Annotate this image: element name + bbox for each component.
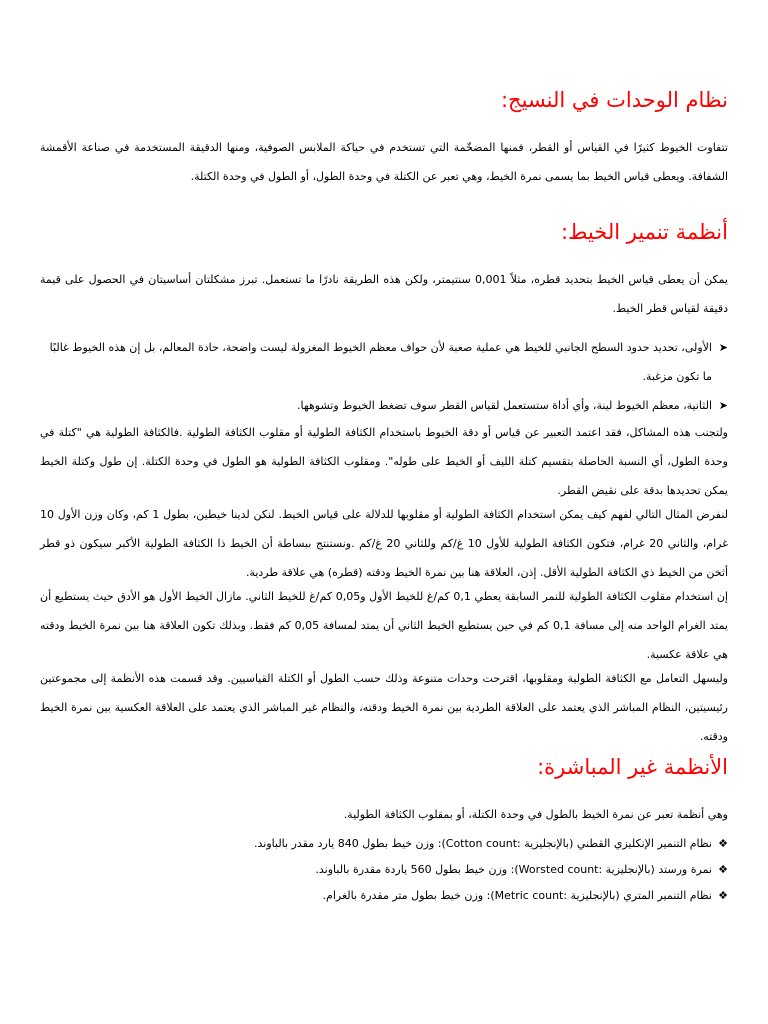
list-item-text: نمرة ورستد (بالإنجليزية :Worsted count): وزن خيط بطول 560 ياردة مقدرة بالباوند. [315,863,712,876]
list-item [40,883,728,909]
diamond-bullet-icon: ❖ [718,863,728,876]
diamond-bullet-icon: ❖ [718,837,728,850]
list-item [40,333,728,391]
list-item [40,391,728,420]
paragraph-linear-density: ولتجنب هذه المشاكل، فقد اعتمد التعبير عن قياس أو دقة الخيوط باستخدام الكثافة الطولية أو مقلوب الكثافة الطولية .فالكثافة الطولية هي "كتلة في وحدة الطول، أي النسبة الحاصلة بتقسيم كتلة الليف أو الخيط على طوله". ومقلوب الكثافة الطولية هو الطول في وحدة الكتلة. إن طول وكتلة الخيط يمكن تحديدها بدقة على نقيض القطر. [40,426,728,497]
list-item-text: نظام التنمير المتري (بالإنجليزية :Metric count): وزن خيط بطول متر مقدرة بالغرام. [322,889,712,902]
arrow-bullet-icon: ➤ [718,341,728,354]
heading-units-system: نظام الوحدات في النسيج: [500,88,728,112]
heading-indirect-systems: الأنظمة غير المباشرة: [537,755,728,779]
paragraph-systems: وليسهل التعامل مع الكثافة الطولية ومقلوبها، اقترحت وحدات متنوعة وذلك حسب الطول أو الكتلة القياسيين. وقد قسمت هذه الأنظمة إلى مجموعتين رئيسيتين، النظام المباشر الذي يعتمد على العلاقة الطردية بين نمرة الخيط ودقته، والنظام غير المباشر الذي يعتمد على العلاقة العكسية بين نمرة الخيط ودقته. [40,672,728,743]
paragraph-indirect-intro: وهي أنظمة تعبر عن نمرة الخيط بالطول في وحدة الكتلة، أو بمقلوب الكثافة الطولية. [343,808,728,821]
arrow-bullet-icon: ➤ [718,399,728,412]
paragraph-inverse: إن استخدام مقلوب الكثافة الطولية للنمر السابقة يعطي 0,1 كم/غ للخيط الأول و0,05 كم/غ للخيط الثاني. مازال الخيط الأول هو الأدق حيث يستطيع أن يمتد الغرام الواحد منه إلى مسافة 0,1 كم في حين يستطيع الخيط الثاني أن يمتد لمسافة 0,05 كم فقط. وبذلك تكون العلاقة هنا بين نمرة الخيط ودقته هي علاقة عكسية. [40,590,728,661]
diamond-bullet-icon: ❖ [718,889,728,902]
list-item [40,831,728,857]
list-item-text: الثانية، معظم الخيوط لينة، وأي أداة ستستعمل لقياس القطر سوف تضغط الخيوط وتشوهها. [297,399,712,412]
list-item-text: نظام التنمير الإنكليزي القطني (بالإنجليزية :Cotton count): وزن خيط بطول 840 يارد مقدر بالباوند. [254,837,712,850]
paragraph-example: لنفرض المثال التالي لفهم كيف يمكن استخدام الكثافة الطولية أو مقلوبها للدلالة على قياس الخيط. لنكن لدينا خيطين، بطول 1 كم، وكان وزن الأول 10 غرام، والثاني 20 غرام، فتكون الكثافة الطولية للأول 10 غ/كم وللثاني 20 غ/كم .ونستنتج ببساطة أن الخيط ذا الكثافة الطولية الأكبر سيكون ذو قطر أثخن من الخيط ذي الكثافة الطولية الأقل. إذن، العلاقة هنا بين نمرة الخيط ودقته (قطره) هي علاقة طردية. [40,508,728,579]
list-item [40,857,728,883]
paragraph-intro: تتفاوت الخيوط كثيرًا في القياس أو القطر، فمنها المضخّمة التي تستخدم في حياكة الملابس الصوفية، ومنها الدقيقة المستخدمة في صناعة الأقمشة الشفافة. ويعطى قياس الخيط بما يسمى نمرة الخيط، وهي تعبر عن الكتلة في وحدة الطول، أو الطول في وحدة الكتلة. [40,141,728,183]
paragraph-diameter: يمكن أن يعطى قياس الخيط بتحديد قطره، مثلاً 0,001 سنتيمتر، ولكن هذه الطريقة نادرًا ما تستعمل. تبرز مشكلتان أساسيتان في الحصول على قيمة دقيقة لقياس قطر الخيط. [40,273,728,315]
list-problems [40,333,728,420]
heading-yarn-numbering: أنظمة تنمير الخيط: [560,220,728,244]
list-item-text: الأولى، تحديد حدود السطح الجانبي للخيط هي عملية صعبة لأن حواف معظم الخيوط المغزولة ليست واضحة، حادة المعالم، بل إن هذه الخيوط غالبًا ما تكون مزغبة. [49,341,712,383]
list-indirect-systems [40,831,728,909]
